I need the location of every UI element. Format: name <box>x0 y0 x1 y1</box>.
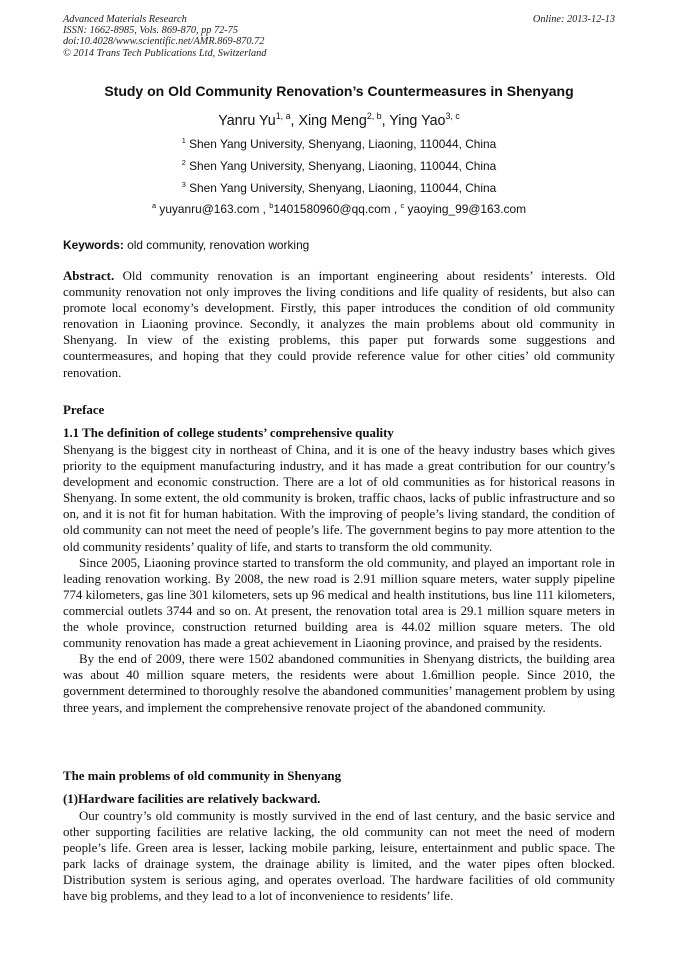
author-separator: , <box>290 113 299 129</box>
journal-name: Advanced Materials Research <box>63 14 187 25</box>
keywords-label: Keywords: <box>63 238 124 252</box>
paragraph: Our country’s old community is mostly survived in the end of last century, and the basic service and other supporting facilities are relative lacking, the old community can not meet the need of modern people’s life. Green area is lesser, lacking mobile parking, leisure, entertainment and public space. The park lacks of drainage system, the drainage ability is limited, and the water pipes often blocked. Distribution system is serious aging, and operates overload. The hardware facilities of old community have big problems, and they lead to a lot of inconvenience to residents’ life. <box>63 809 615 904</box>
author-superscript: 1, a <box>275 111 291 122</box>
affiliation <box>0 159 678 173</box>
author-superscript: 3, c <box>445 111 460 122</box>
author-name: Yanru Yu <box>218 113 276 129</box>
abstract-text: Old community renovation is an important engineering about residents’ interests. Old community renovation not only improves the living conditions and life quality of residents, but also can promote local economy’s development. Firstly, this paper introduces the condition of old community renovation in Liaoning province. Secondly, it analyzes the main problems about old community in Shenyang. In view of the existing problems, this paper put forwards some suggestions and countermeasures, and hoping that they could provide reference value for other cities’ old community renovation. <box>63 269 615 380</box>
email-marker: b <box>269 201 274 211</box>
doi-line: doi:10.4028/www.scientific.net/AMR.869-870.72 <box>63 36 265 48</box>
author-superscript: 2, b <box>366 111 382 122</box>
issn-line: ISSN: 1662-8985, Vols. 869-870, pp 72-75 <box>63 25 239 37</box>
affiliation <box>0 181 678 195</box>
affiliation-marker: 2 <box>181 158 186 168</box>
paragraph: Shenyang is the biggest city in northeast of China, and it is one of the heavy industry bases which gives priority to the equipment manufacturing industry, and it has made a great contribution for our country’s development and economic construction. There are a lot of old communities as for historical reasons in Shenyang. In some extent, the old community is broken, traffic chaos, lacks of public infrastructure and so on, and it is not fit for human habitation. With the improving of people’s living standard, the condition of old community can not meet the need of people’s life. The government begins to pay more attention to the old community residents’ quality of life, and starts to transform the old community. <box>63 443 615 554</box>
affiliation-text: Shen Yang University, Shenyang, Liaoning, 110044, China <box>189 137 497 151</box>
email-marker: c <box>400 201 405 211</box>
author-separator: , <box>381 113 390 129</box>
affiliation-marker: 3 <box>181 180 186 190</box>
abstract <box>63 268 615 381</box>
email-list: $^a$ yuyanru@163.com , $^b$1401580960@qq.com , $^c$ yaoying_99@163.com <box>151 201 527 216</box>
affiliation <box>0 137 678 151</box>
preface-body <box>63 442 615 716</box>
problems-heading: The main problems of old community in Shenyang <box>63 769 342 783</box>
paper-title: Study on Old Community Renovation’s Countermeasures in Shenyang <box>104 83 574 99</box>
author-name: Xing Meng <box>298 113 367 129</box>
preface-heading: Preface <box>63 403 105 417</box>
email-address[interactable]: yaoying_99@163.com <box>407 202 527 216</box>
journal-header <box>63 14 615 59</box>
copyright-line: © 2014 Trans Tech Publications Ltd, Switzerland <box>63 47 267 59</box>
affiliation-marker: 1 <box>181 136 186 146</box>
problems-body <box>63 808 615 905</box>
online-date: Online: 2013-12-13 <box>532 14 615 25</box>
email-address[interactable]: 1401580960@qq.com <box>273 202 391 216</box>
paragraph: Since 2005, Liaoning province started to transform the old community, and played an important role in leading renovation working. By 2008, the new road is 2.91 million square meters, water supply pipeline 774 kilometers, gas line 301 kilometers, sets up 96 medical and health institutions, bus line 111 kilometers, commercial outlets 3744 and so on. At present, the renovation total area is 29.1 million square meters in the whole province, construction returned building area is 44.02 million square meters. The old community renovation has made a great achievement in Liaoning province, and praised by the residents. <box>63 555 615 651</box>
email-address[interactable]: yuyanru@163.com <box>159 202 260 216</box>
hardware-subheading: (1)Hardware facilities are relatively backward. <box>63 792 321 806</box>
affiliation-text: Shen Yang University, Shenyang, Liaoning, 110044, China <box>189 159 497 173</box>
email-marker: a <box>151 201 157 211</box>
author-list <box>0 113 678 129</box>
keywords-line <box>63 238 309 252</box>
affiliation-text: Shen Yang University, Shenyang, Liaoning, 110044, China <box>189 181 497 195</box>
author-name: Ying Yao <box>389 113 446 129</box>
paragraph: By the end of 2009, there were 1502 abandoned communities in Shenyang districts, the building area was about 40 million square meters, the residents were about 1.6million people. Since 2010, the government determined to thoroughly resolve the abandoned communities’ management problem by using three years, and implement the comprehensive renovate project of the abandoned community. <box>63 652 615 715</box>
section-1-1-heading: 1.1 The definition of college students’ comprehensive quality <box>63 426 394 440</box>
keywords-text: old community, renovation working <box>127 238 310 252</box>
abstract-label: Abstract. <box>63 269 115 283</box>
